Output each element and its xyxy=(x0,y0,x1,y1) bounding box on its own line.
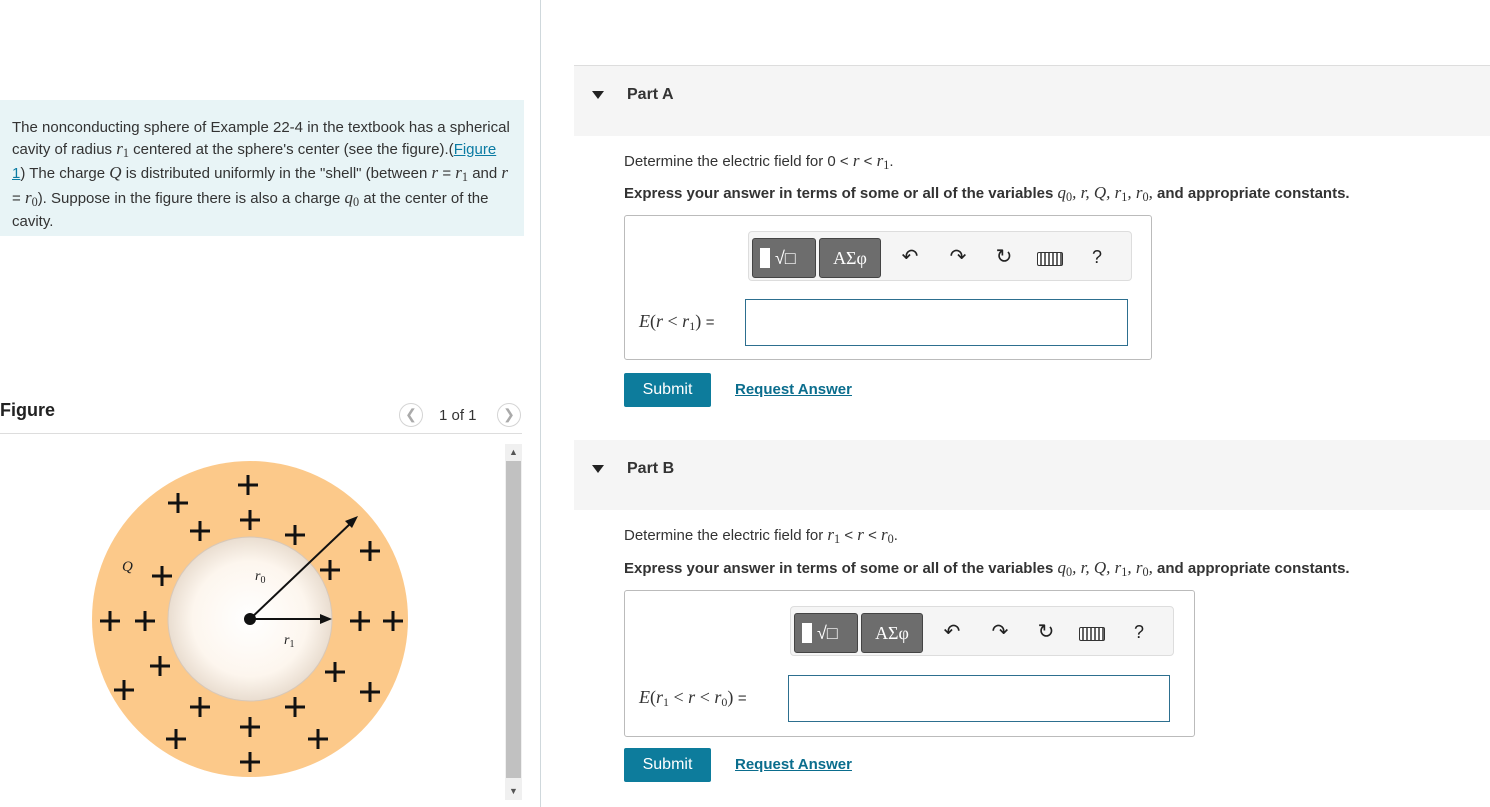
redo-icon[interactable]: ↷ xyxy=(949,246,967,268)
part-a-math-toolbar xyxy=(748,231,1132,281)
figure-divider xyxy=(0,433,522,434)
part-b-answer-box xyxy=(624,590,1195,737)
reset-icon[interactable]: ↻ xyxy=(1037,621,1055,643)
greek-symbols-button[interactable]: ΑΣφ xyxy=(861,613,923,653)
label-r1: $r_1$ xyxy=(284,633,295,650)
sqrt-icon: √□ xyxy=(817,623,838,643)
part-a-answer-input[interactable] xyxy=(745,299,1128,346)
part-a-prompt: Determine the electric field for $0 < r < r_1$. xyxy=(624,151,894,173)
problem-statement xyxy=(0,100,524,236)
next-figure-button[interactable] xyxy=(497,403,521,427)
keyboard-icon[interactable] xyxy=(1037,252,1063,266)
column-divider xyxy=(540,0,541,807)
label-r0: $r_0$ xyxy=(255,569,266,586)
label-Q: Q xyxy=(122,559,133,575)
sphere-cavity-figure xyxy=(60,440,460,807)
figure-title: Figure xyxy=(0,400,56,420)
part-a-instruction: Express your answer in terms of some or all of the variables $q_0$, r, Q, $r_1$, $r_0$, and appropriate constants. xyxy=(624,183,1350,205)
template-block-icon xyxy=(760,248,770,268)
undo-icon[interactable]: ↶ xyxy=(901,246,919,268)
part-b-prompt: Determine the electric field for $r_1 < r < r_0$. xyxy=(624,525,898,547)
scroll-down-arrow[interactable]: ▼ xyxy=(509,786,518,796)
part-b-math-toolbar xyxy=(790,606,1174,656)
part-b-request-answer-link[interactable]: Request Answer xyxy=(735,756,852,773)
part-a-answer-box xyxy=(624,215,1152,360)
center-point xyxy=(244,613,256,625)
help-button[interactable]: ? xyxy=(1091,247,1102,267)
templates-button[interactable] xyxy=(752,238,816,278)
figure-counter: 1 of 1 xyxy=(439,407,477,424)
part-b-instruction: Express your answer in terms of some or all of the variables $q_0$, r, Q, $r_1$, $r_0$, and appropriate constants. xyxy=(624,558,1350,580)
collapse-triangle-icon xyxy=(592,91,604,99)
part-b-answer-label: E(r1 < r < r0) = xyxy=(639,687,747,709)
scroll-up-arrow[interactable]: ▲ xyxy=(509,447,518,457)
part-b-title: Part B xyxy=(627,460,675,477)
part-a-title: Part A xyxy=(627,86,674,103)
undo-icon[interactable]: ↶ xyxy=(943,621,961,643)
chevron-left-icon: ❮ xyxy=(405,406,417,422)
reset-icon[interactable]: ↻ xyxy=(995,246,1013,268)
part-b-submit-button[interactable]: Submit xyxy=(624,748,711,782)
keyboard-icon[interactable] xyxy=(1079,627,1105,641)
sqrt-icon: √□ xyxy=(775,248,796,268)
part-a-answer-label: E(r < r1) = xyxy=(639,311,715,333)
part-b-header[interactable] xyxy=(574,440,1490,510)
problem-text: The nonconducting sphere of Example 22-4 in the textbook has a spherical cavity of radius $r_1$ centered at the sphere's center (see the figure).(Figure 1) The charge Q is distributed uniformly in the "shell" (between $r = r_1$ and $r = r_0$). Suppose in the figure there is also a charge $q_0$ at the center of the cavity. xyxy=(12,119,510,231)
part-a-header[interactable] xyxy=(574,66,1490,136)
help-button[interactable]: ? xyxy=(1133,622,1144,642)
redo-icon[interactable]: ↷ xyxy=(991,621,1009,643)
scrollbar-thumb[interactable] xyxy=(506,461,521,778)
template-block-icon xyxy=(802,623,812,643)
collapse-triangle-icon xyxy=(592,465,604,473)
chevron-right-icon: ❯ xyxy=(503,406,515,422)
templates-button[interactable] xyxy=(794,613,858,653)
part-b-answer-input[interactable] xyxy=(788,675,1170,722)
part-a-request-answer-link[interactable]: Request Answer xyxy=(735,381,852,398)
part-a-submit-button[interactable]: Submit xyxy=(624,373,711,407)
figure-link[interactable]: Figure 1 xyxy=(12,140,497,183)
previous-figure-button[interactable] xyxy=(399,403,423,427)
greek-symbols-button[interactable]: ΑΣφ xyxy=(819,238,881,278)
